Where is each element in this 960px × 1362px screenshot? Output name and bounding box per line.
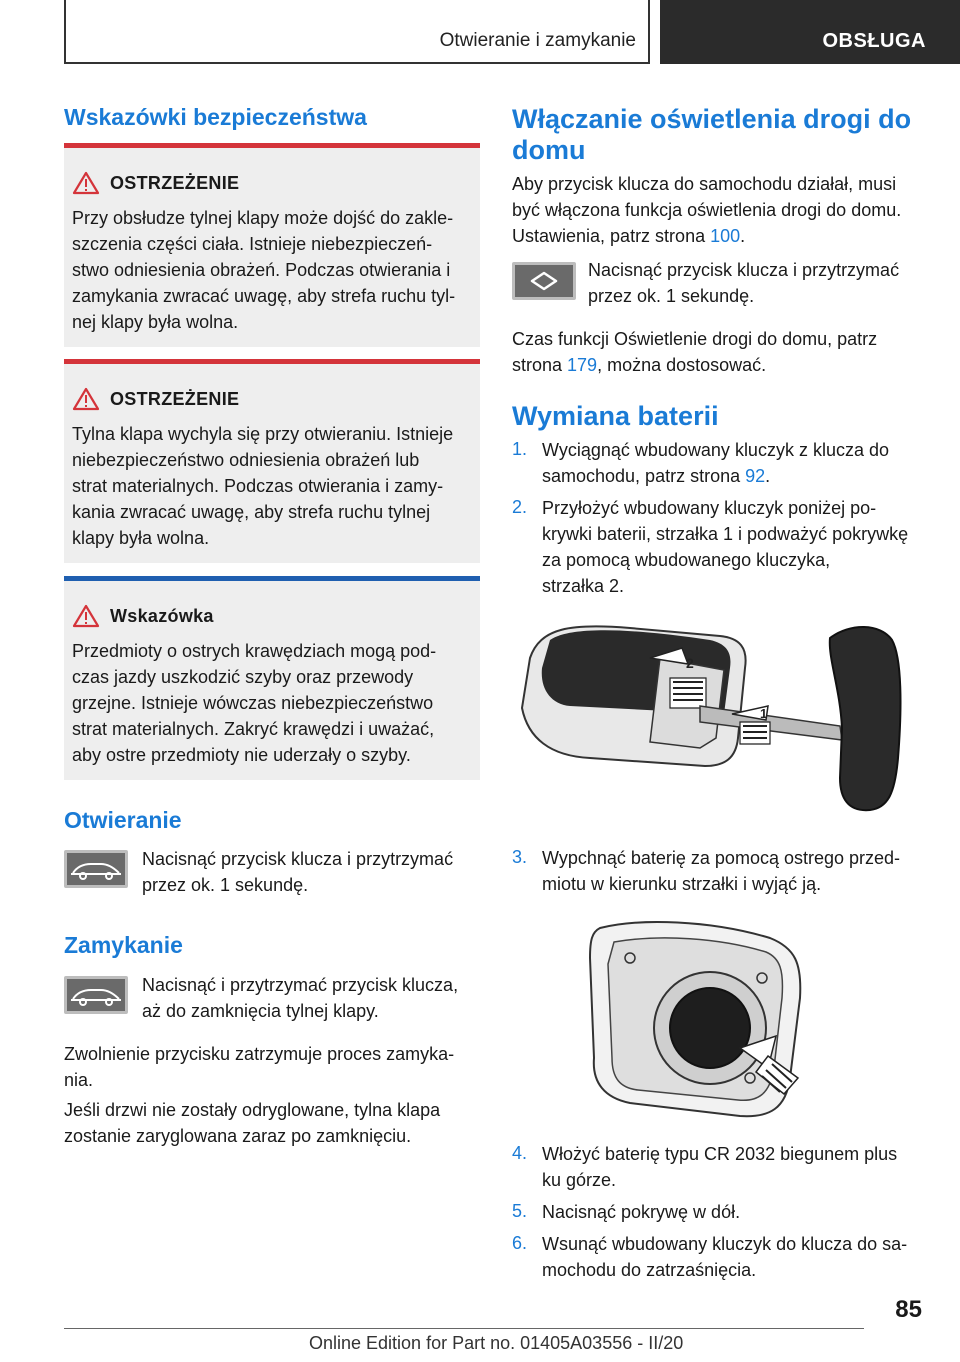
heading-line: Włączanie oświetlenia drogi do [512,104,912,134]
heading-line: domu [512,135,586,165]
note-bar [64,576,480,581]
warning-text [72,421,476,551]
chapter-subtitle: Otwieranie i zamykanie [439,30,636,51]
text-line: przez ok. 1 sekundę. [142,875,309,895]
text-line: Przyłożyć wbudowany kluczyk poniżej po- [542,498,877,518]
tailgate-button-icon [64,850,128,888]
arrow-2-label: 2 [686,655,694,671]
header-title-box [64,0,650,64]
warning-line: stwo odniesienia obrażeń. Podczas otwierania i [72,260,451,280]
warning-box-1 [64,143,480,347]
text-line: Wsunąć wbudowany kluczyk do klucza do sa- [542,1234,908,1254]
note-text [72,638,476,768]
step-number: 5. [512,1201,528,1221]
warning-triangle-icon [72,171,100,195]
tailgate-button-icon [64,976,128,1014]
step-text [542,1199,932,1225]
time-paragraph [512,326,932,378]
footer-divider [64,1328,864,1329]
header-section-tab [660,0,960,64]
battery-heading: Wymiana baterii [512,401,719,431]
warning-line: zamykania zwracać uwagę, aby strefa ruchu tyl- [72,286,456,306]
text-line: Wypchnąć baterię za pomocą ostrego przed- [542,848,901,868]
text-line: Nacisnąć pokrywę w dół. [542,1202,741,1222]
light-press-instruction [588,257,928,309]
text-line: Wyciągnąć wbudowany kluczyk z klucza do [542,440,889,460]
edition-text: Online Edition for Part no. 01405A03556 - II/20 [309,1333,684,1353]
note-title: Wskazówka [110,606,214,626]
text-line: za pomocą wbudowanego kluczyka, [542,550,831,570]
step-text [542,1141,932,1193]
text-line: Nacisnąć i przytrzymać przycisk klucza, [142,975,459,995]
note-box [64,576,480,780]
text-line: Zwolnienie przycisku zatrzymuje proces zamyka- [64,1044,455,1064]
text-line: krywki baterii, strzałka 1 i podważyć pokrywkę [542,524,909,544]
unlock-paragraph [64,1097,484,1149]
warning-box-2 [64,359,480,563]
note-line: grzejne. Istnieje wówczas niebezpieczeństwo [72,693,434,713]
key-battery-cover-illustration [510,618,930,818]
warning-line: szczenia części ciała. Istnieje niebezpieczeń- [72,234,433,254]
step-text [542,495,932,599]
page-number: 85 [895,1296,922,1323]
section-title: OBSŁUGA [822,30,926,52]
ref-text: . [740,226,746,246]
text-line [542,463,932,489]
warning-text [72,205,476,335]
page-link[interactable]: 100 [710,226,741,246]
step-text [542,437,932,489]
step-text [542,1231,932,1283]
note-line: Przedmioty o ostrych krawędziach mogą pod- [72,641,437,661]
close-heading: Zamykanie [64,932,183,958]
open-heading: Otwieranie [64,807,182,833]
warning-line: klapy była wolna. [72,528,210,548]
warning-line: kania zwracać uwagę, aby strefa ruchu tylnej [72,502,431,522]
step-number: 4. [512,1143,528,1163]
text-line: Nacisnąć przycisk klucza i przytrzymać [142,849,454,869]
light-paragraph [512,171,932,249]
warning-bar [64,359,480,364]
warning-line: nej klapy była wolna. [72,312,239,332]
ref-text: samochodu, patrz strona [542,466,746,486]
warning-triangle-icon [72,387,100,411]
warning-line: Przy obsłudze tylnej klapy może dojść do zakle- [72,208,454,228]
warning-bar [64,143,480,148]
text-line: strzałka 2. [542,576,625,596]
arrow-1-label: 1 [760,706,768,721]
text-line: ku górze. [542,1170,617,1190]
note-line: strat materialnych. Zakryć krawędzi i uważać, [72,719,435,739]
text-line: miotu w kierunku strzałki i wyjąć ją. [542,874,822,894]
ref-text: , można dostosować. [597,355,767,375]
ref-text: Ustawienia, patrz strona [512,226,711,246]
light-heading [512,104,932,166]
text-line: Aby przycisk klucza do samochodu działał, musi [512,174,897,194]
text-line: nia. [64,1070,94,1090]
text-line: Czas funkcji Oświetlenie drogi do domu, patrz [512,329,878,349]
open-instruction [142,846,482,898]
warning-triangle-icon [72,604,100,628]
ref-text: strona [512,355,568,375]
text-line: aż do zamknięcia tylnej klapy. [142,1001,379,1021]
warning-line: strat materialnych. Podczas otwierania i zamy- [72,476,444,496]
warning-title: OSTRZEŻENIE [110,389,240,409]
text-line [512,352,932,378]
text-line: być włączona funkcja oświetlenia drogi do domu. [512,200,902,220]
light-button-icon [512,262,576,300]
battery-removal-illustration [580,918,840,1123]
close-instruction [142,972,482,1024]
note-line: aby ostre przedmioty nie uderzały o szyby. [72,745,411,765]
page-link[interactable]: 179 [567,355,598,375]
text-line: Jeśli drzwi nie zostały odryglowane, tylna klapa [64,1100,441,1120]
warning-line: Tylna klapa wychyla się przy otwieraniu. Istnieje [72,424,454,444]
safety-heading: Wskazówki bezpieczeństwa [64,104,367,130]
page-link[interactable]: 92 [745,466,766,486]
step-text [542,845,932,897]
text-line: mochodu do zatrzaśnięcia. [542,1260,757,1280]
release-paragraph [64,1041,484,1093]
text-line: zostanie zaryglowana zaraz po zamknięciu. [64,1126,412,1146]
text-line: przez ok. 1 sekundę. [588,286,755,306]
step-number: 2. [512,497,528,517]
text-line: Włożyć baterię typu CR 2032 biegunem plus [542,1144,898,1164]
step-number: 6. [512,1233,528,1253]
ref-text: . [765,466,771,486]
text-line: Nacisnąć przycisk klucza i przytrzymać [588,260,900,280]
step-number: 3. [512,847,528,867]
warning-line: niebezpieczeństwo odniesienia obrażeń lub [72,450,420,470]
step-number: 1. [512,439,528,459]
warning-title: OSTRZEŻENIE [110,173,240,193]
text-line [512,223,932,249]
note-line: czas jazdy uszkodzić szyby oraz przewody [72,667,414,687]
